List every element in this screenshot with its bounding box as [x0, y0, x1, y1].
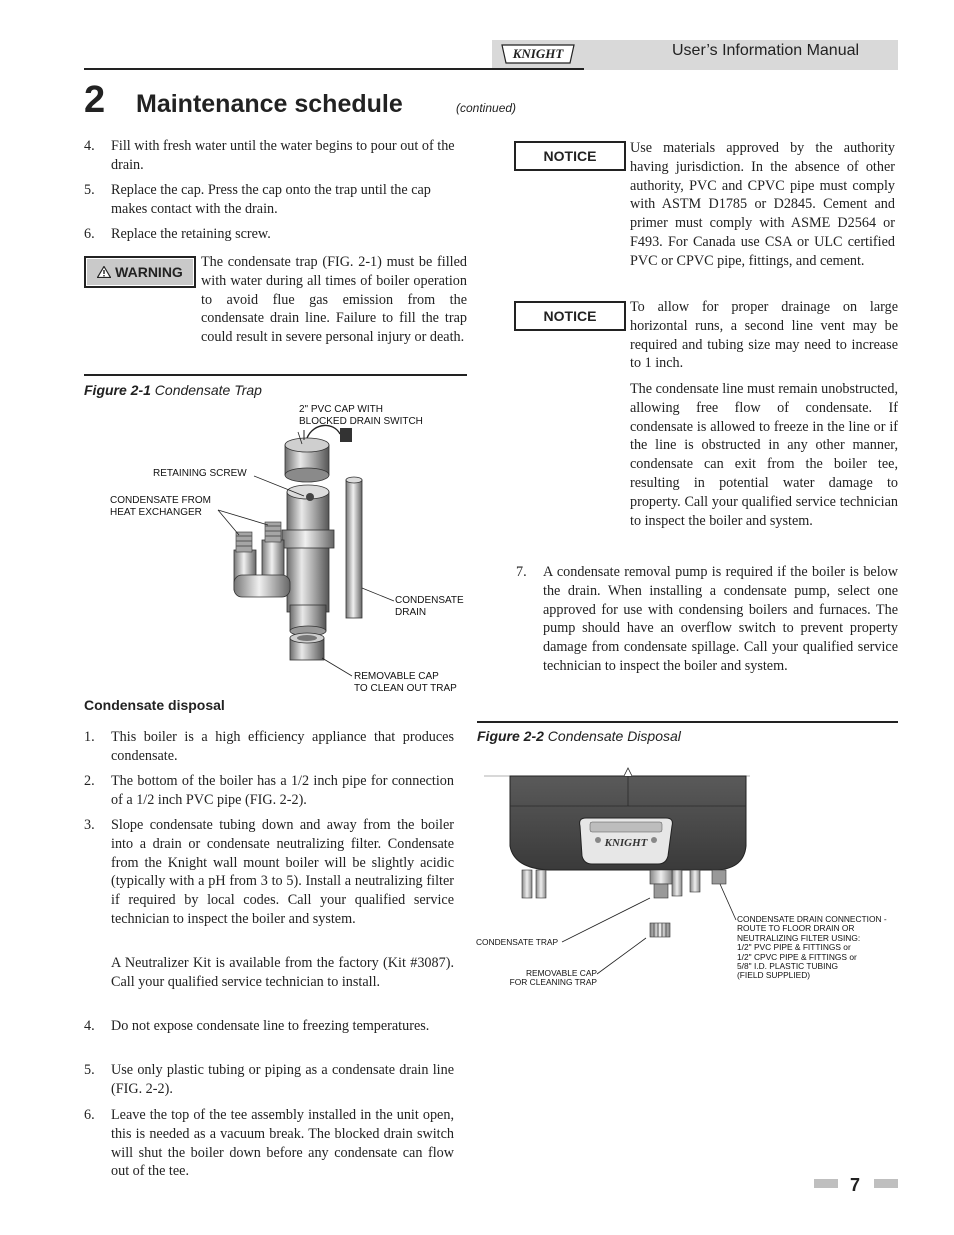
notice-label: NOTICE — [514, 141, 626, 171]
pvc-cap — [285, 425, 352, 482]
boiler-cabinet — [484, 768, 750, 870]
callout-condensate-from-hx: CONDENSATE FROM HEAT EXCHANGER — [110, 495, 211, 518]
list-item: 5. Replace the cap. Press the cap onto the trap until the cap makes contact with the drain. — [84, 182, 431, 217]
condensate-trap — [650, 870, 672, 937]
chapter-title: Maintenance schedule — [136, 90, 403, 118]
notice-text: Use materials approved by the authority having jurisdiction. In the absence of other authority, PVC and CPVC pipe must comply with ASTM D1785 or D2845. Cement and primer must comply with ASME D2564 or F493. For Canada use CSA or ULC certified PVC or CPVC pipe, fittings, and cement. — [630, 140, 895, 269]
knight-logo — [500, 42, 576, 66]
list-item: 4. Fill with fresh water until the water begins to pour out of the drain. — [84, 138, 455, 173]
trap-body — [282, 485, 334, 636]
callout-condensate-drain: CONDENSATE DRAIN — [395, 595, 464, 618]
notice-label: NOTICE — [514, 301, 626, 331]
warning-icon — [97, 266, 111, 278]
chapter-continued: (continued) — [456, 101, 517, 115]
drain-pipe — [346, 477, 362, 618]
warning-text: The condensate trap (FIG. 2-1) must be filled with water during all times of boiler operation to avoid flue gas emission from the condensate drain line. Failure to fill the trap could result in severe personal injury or death. — [201, 254, 467, 346]
manual-title: User’s Information Manual — [672, 42, 860, 59]
boiler-pipes — [522, 870, 726, 898]
figure-1-caption: Figure 2-1 Condensate Trap — [84, 382, 262, 398]
notice-text: To allow for proper drainage on large horizontal runs, a second line vent may be required and tubing size may need to increase to 1 inch. — [630, 299, 898, 372]
warning-label: WARNING — [84, 256, 196, 288]
page-number: 7 — [850, 1175, 861, 1195]
figure-2-caption: Figure 2-2 Condensate Disposal — [477, 728, 681, 744]
list-item: 6. Replace the retaining screw. — [84, 226, 271, 242]
page-bar-left — [814, 1179, 838, 1188]
page-bar-right — [874, 1179, 898, 1188]
leader-lines — [562, 884, 736, 974]
removable-cap — [290, 633, 324, 660]
callout-removable-cap: REMOVABLE CAP TO CLEAN OUT TRAP — [354, 671, 457, 694]
callout-drain-connection: CONDENSATE DRAIN CONNECTION - ROUTE TO FLOOR DRAIN OR NEUTRALIZING FILTER USING: 1/2" PVC PIPE & FITTINGS or 1/2" CPVC PIPE & FITTINGS or 5/8" I.D. PLASTIC TUBING (FIELD SUPPLIED) — [737, 914, 887, 981]
callout-removable-cap-2: REMOVABLE CAP FOR CLEANING TRAP — [509, 968, 597, 988]
svg-text:KNIGHT: KNIGHT — [512, 46, 564, 61]
chapter-number: 2 — [84, 79, 106, 121]
figure-rule — [84, 374, 467, 376]
condensate-disposal-heading: Condensate disposal — [84, 697, 225, 713]
notice-text-continued: The condensate line must remain unobstructed, allowing free flow of condensate. If condensate is allowed to freeze in the line or if the line is obstructed in any other manner, condensate can exit from the boiler tee, resulting in potential water damage to property. Call your qualified service technician to inspect the boiler and system. — [630, 381, 898, 529]
header-rule — [84, 68, 584, 70]
figure-rule — [477, 721, 898, 723]
callout-pvc-cap: 2" PVC CAP WITH BLOCKED DRAIN SWITCH — [299, 404, 423, 427]
condensate-trap-figure — [84, 400, 468, 700]
callout-condensate-trap: CONDENSATE TRAP — [476, 937, 559, 947]
callout-retaining-screw: RETAINING SCREW — [153, 468, 247, 479]
svg-text:KNIGHT: KNIGHT — [604, 837, 648, 849]
